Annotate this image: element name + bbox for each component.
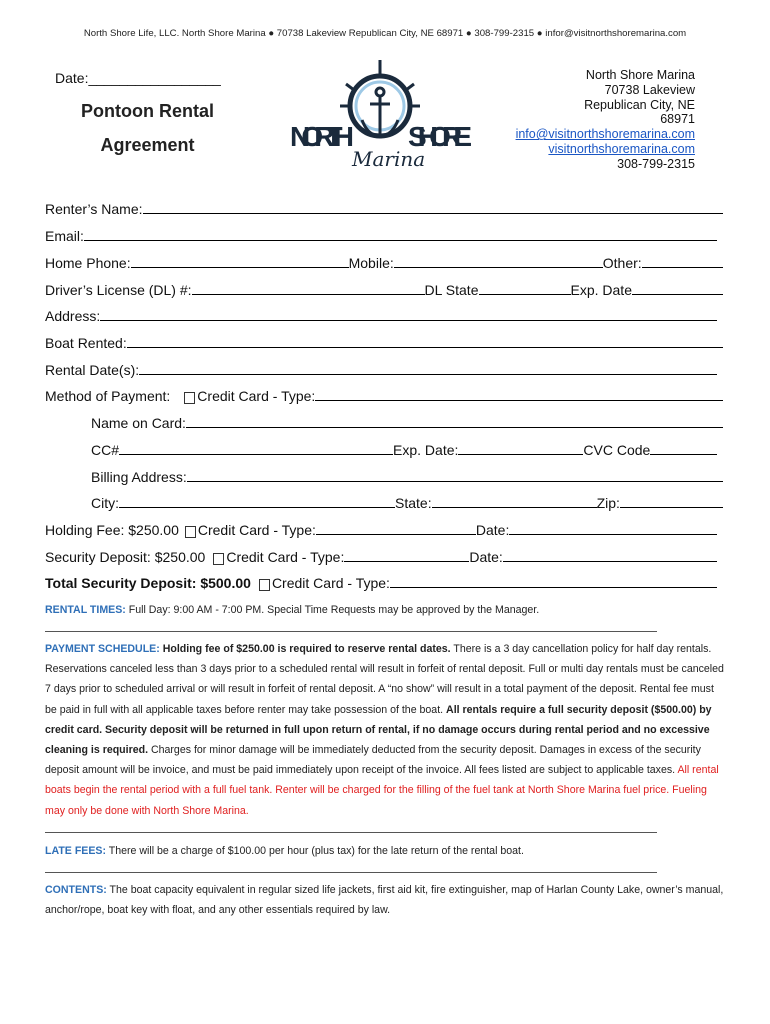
renter-name-field[interactable] [143,212,723,214]
marina-name: North Shore Marina [585,68,695,82]
cvc-code-label: CVC Code [583,442,651,458]
payment-schedule-text-1: There is a 3 day cancellation policy for half day rentals. Reservations canceled less than 3 days prior to a scheduled rental will result in forfeit of rental deposit. Full or multi day rentals must be canceled 7 days prior to scheduled arrival or will result in forfeit of rental deposit. A “no show” will result in a total payment of the deposit. Rental fee must be paid in full with all applicable taxes before renter may take possession of the boat. [45,643,724,716]
payment-schedule-bold-2: All rentals require a full security deposit ($500.00) by credit card. Security deposit will be returned in full upon return of rental, if no damage occurs during rental period and no excessive cleaning is required. [45,703,712,757]
logo-marina-text: Marina [352,147,426,171]
mobile-label: Mobile: [348,255,394,271]
marina-address-block [475,68,695,172]
zip-field[interactable] [620,506,723,508]
dl-state-field[interactable] [479,293,571,295]
marina-city: Republican City, NE [584,97,695,112]
cc-number-label: CC# [91,442,120,458]
total-deposit-card-type-label: Credit Card - Type: [271,575,390,591]
dl-state-label: DL State [424,282,479,298]
security-deposit-date-label: Date: [469,549,503,565]
holding-fee-card-type-field[interactable] [316,533,476,535]
security-deposit-card-type-field[interactable] [344,560,469,562]
phone-row [45,253,723,271]
security-deposit-card-type-label: Credit Card - Type: [226,549,345,565]
total-security-deposit-row [45,573,717,591]
logo-north-text: NORTH [290,121,354,152]
payment-method-row [45,386,723,404]
late-fees-section [45,841,728,861]
billing-address-field[interactable] [187,480,723,482]
late-fees-heading: LATE FEES: [45,845,107,857]
marina-website-link[interactable]: visitnorthshoremarina.com [548,141,695,156]
marina-phone: 308-799-2315 [617,156,695,171]
method-of-payment-label: Method of Payment: [45,388,171,404]
payment-schedule-heading: PAYMENT SCHEDULE: [45,643,160,655]
billing-address-label: Billing Address: [91,469,187,485]
zip-label: Zip: [596,495,620,511]
city-label: City: [91,495,119,511]
cc-number-field[interactable] [119,453,393,455]
late-fees-text: There will be a charge of $100.00 per hour (plus tax) for the late return of the rental boat. [106,845,524,857]
marina-email-link[interactable]: info@visitnorthshoremarina.com [515,127,695,142]
dl-exp-date-field[interactable] [632,293,723,295]
marina-street: 70738 Lakeview [604,82,695,97]
logo-shore-text: SHORE [408,121,472,152]
boat-rented-row [45,333,723,351]
other-label: Other: [602,255,642,271]
rental-times-heading: RENTAL TIMES: [45,604,126,616]
email-field[interactable] [84,239,717,241]
email-row [45,226,717,244]
email-label: Email: [45,228,84,244]
holding-fee-checkbox[interactable] [185,526,196,538]
renter-name-label: Renter’s Name: [45,201,143,217]
separator-line [45,832,657,833]
home-phone-field[interactable] [131,266,349,268]
rental-dates-field[interactable] [139,373,717,375]
holding-fee-row [45,520,717,538]
anchor-icon [362,88,398,136]
address-row [45,306,717,324]
name-on-card-row [91,413,723,431]
rental-times-text: Full Day: 9:00 AM - 7:00 PM. Special Time Requests may be approved by the Manager. [125,604,540,616]
drivers-license-row [45,280,723,298]
holding-fee-card-type-label: Credit Card - Type: [197,522,316,538]
drivers-license-field[interactable] [192,293,425,295]
payment-schedule-text-2: Charges for minor damage will be immediately deducted from the security deposit. Damages in excess of the security deposit amount will be invoice, and must be paid immediately upon receipt of the invoice. All fees listed are subject to applicable taxes. [45,744,701,777]
address-label: Address: [45,308,101,324]
cvc-code-field[interactable] [650,453,717,455]
city-state-zip-row [91,493,723,511]
total-deposit-card-type-field[interactable] [390,586,717,588]
contents-heading: CONTENTS: [45,884,107,896]
contents-section [45,880,728,920]
cc-row [91,440,717,458]
payment-schedule-bold-1: Holding fee of $250.00 is required to reserve rental dates. [159,643,451,655]
address-field[interactable] [100,319,717,321]
mobile-field[interactable] [394,266,603,268]
rental-times-section [45,600,728,620]
renter-name-row [45,199,723,217]
total-deposit-checkbox[interactable] [259,579,270,591]
payment-schedule-section [45,639,728,821]
state-field[interactable] [432,506,597,508]
drivers-license-label: Driver’s License (DL) #: [45,282,192,298]
security-deposit-row [45,547,717,565]
other-phone-field[interactable] [642,266,723,268]
separator-line [45,872,657,873]
security-deposit-date-field[interactable] [503,560,717,562]
city-field[interactable] [119,506,395,508]
total-security-deposit-label: Total Security Deposit: $500.00 [45,575,251,591]
name-on-card-field[interactable] [186,426,723,428]
billing-address-row [91,467,723,485]
security-deposit-label: Security Deposit: $250.00 [45,549,206,565]
date-field[interactable]: Date:_________________ [55,70,221,86]
dl-exp-date-label: Exp. Date [570,282,632,298]
security-deposit-checkbox[interactable] [213,553,224,565]
cc-exp-date-label: Exp. Date: [393,442,459,458]
cc-exp-date-field[interactable] [458,453,583,455]
rental-dates-label: Rental Date(s): [45,362,140,378]
home-phone-label: Home Phone: [45,255,131,271]
contents-text: The boat capacity equivalent in regular sized life jackets, first aid kit, fire extinguisher, map of Harlan County Lake, owner’s manual, anchor/rope, boat key with float, and any other essentials required by law. [45,884,724,917]
boat-rented-field[interactable] [127,346,723,348]
rental-dates-row [45,360,717,378]
title-line-2: Agreement [100,135,195,155]
separator-line [45,631,657,632]
state-label: State: [395,495,432,511]
north-shore-marina-logo [288,58,473,178]
fuel-policy-text: All rental boats begin the rental period with a full fuel tank. Renter will be charged for the filling of the fuel tank at North Shore Marina fuel price. Fueling may only be done with North Shore Marina. [45,764,719,817]
credit-card-type-field[interactable] [315,399,723,401]
credit-card-type-label: Credit Card - Type: [197,388,316,404]
holding-fee-date-label: Date: [475,522,510,538]
holding-fee-date-field[interactable] [509,533,717,535]
header-contact-line: North Shore Life, LLC. North Shore Marina ● 70738 Lakeview Republican City, NE 68971 ● 308-799-2315 ● infor@visitnorthshoremarina.com [83,28,687,39]
holding-fee-label: Holding Fee: $250.00 [45,522,179,538]
credit-card-checkbox[interactable] [184,392,195,404]
name-on-card-label: Name on Card: [91,415,186,431]
title-line-1: Pontoon Rental [81,101,214,121]
boat-rented-label: Boat Rented: [45,335,127,351]
marina-zip: 68971 [660,112,695,127]
